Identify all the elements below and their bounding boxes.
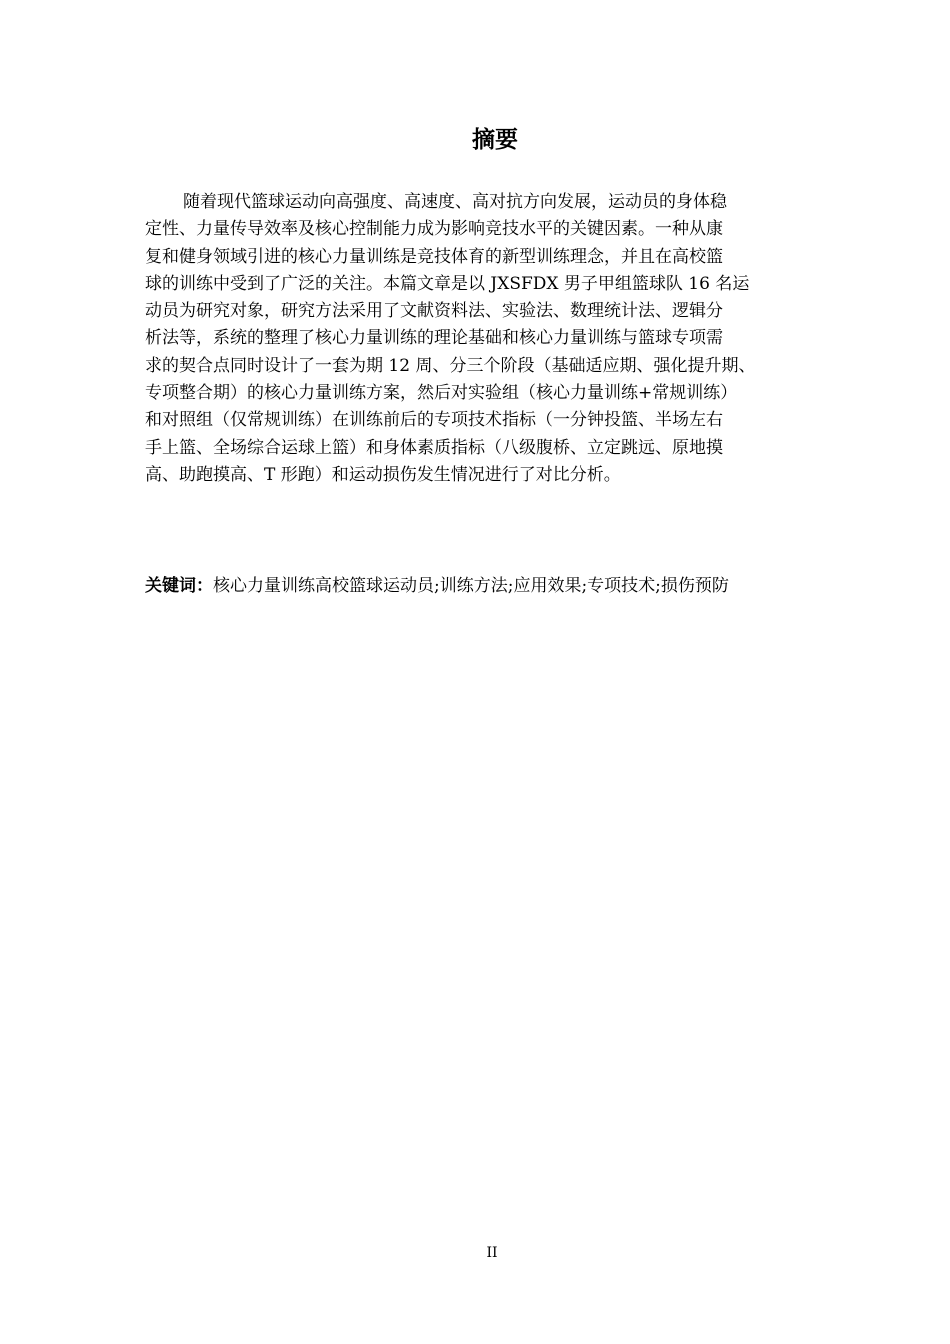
abstract-line: 专项整合期）的核心力量训练方案，然后对实验组（核心力量训练+常规训练） (145, 383, 738, 404)
keywords-label: 关键词： (145, 576, 213, 596)
keywords-paragraph (145, 573, 815, 600)
abstract-line: 求的契合点同时设计了一套为期 12 周、分三个阶段（基础适应期、强化提升期、 (145, 355, 756, 376)
abstract-line: 析法等，系统的整理了核心力量训练的理论基础和核心力量训练与篮球专项需 (145, 328, 723, 349)
page-number: II (486, 1245, 498, 1261)
abstract-line: 动员为研究对象，研究方法采用了文献资料法、实验法、数理统计法、逻辑分 (145, 301, 723, 322)
abstract-line: 手上篮、全场综合运球上篮）和身体素质指标（八级腹桥、立定跳远、原地摸 (145, 437, 723, 458)
page-title: 摘要 (472, 127, 518, 153)
abstract-line: 和对照组（仅常规训练）在训练前后的专项技术指标（一分钟投篮、半场左右 (145, 410, 723, 431)
abstract-body (145, 189, 810, 489)
abstract-line: 球的训练中受到了广泛的关注。本篇文章是以 JXSFDX 男子甲组篮球队 16 名运 (145, 273, 750, 294)
abstract-line: 复和健身领域引进的核心力量训练是竞技体育的新型训练理念，并且在高校篮 (145, 246, 723, 267)
keywords-text: 核心力量训练高校篮球运动员;训练方法;应用效果;专项技术;损伤预防 (213, 576, 729, 596)
abstract-line: 定性、力量传导效率及核心控制能力成为影响竞技水平的关键因素。一种从康 (145, 219, 723, 240)
abstract-line: 高、助跑摸高、T 形跑）和运动损伤发生情况进行了对比分析。 (145, 464, 621, 485)
abstract-line: 随着现代篮球运动向高强度、高速度、高对抗方向发展，运动员的身体稳 (183, 192, 727, 212)
